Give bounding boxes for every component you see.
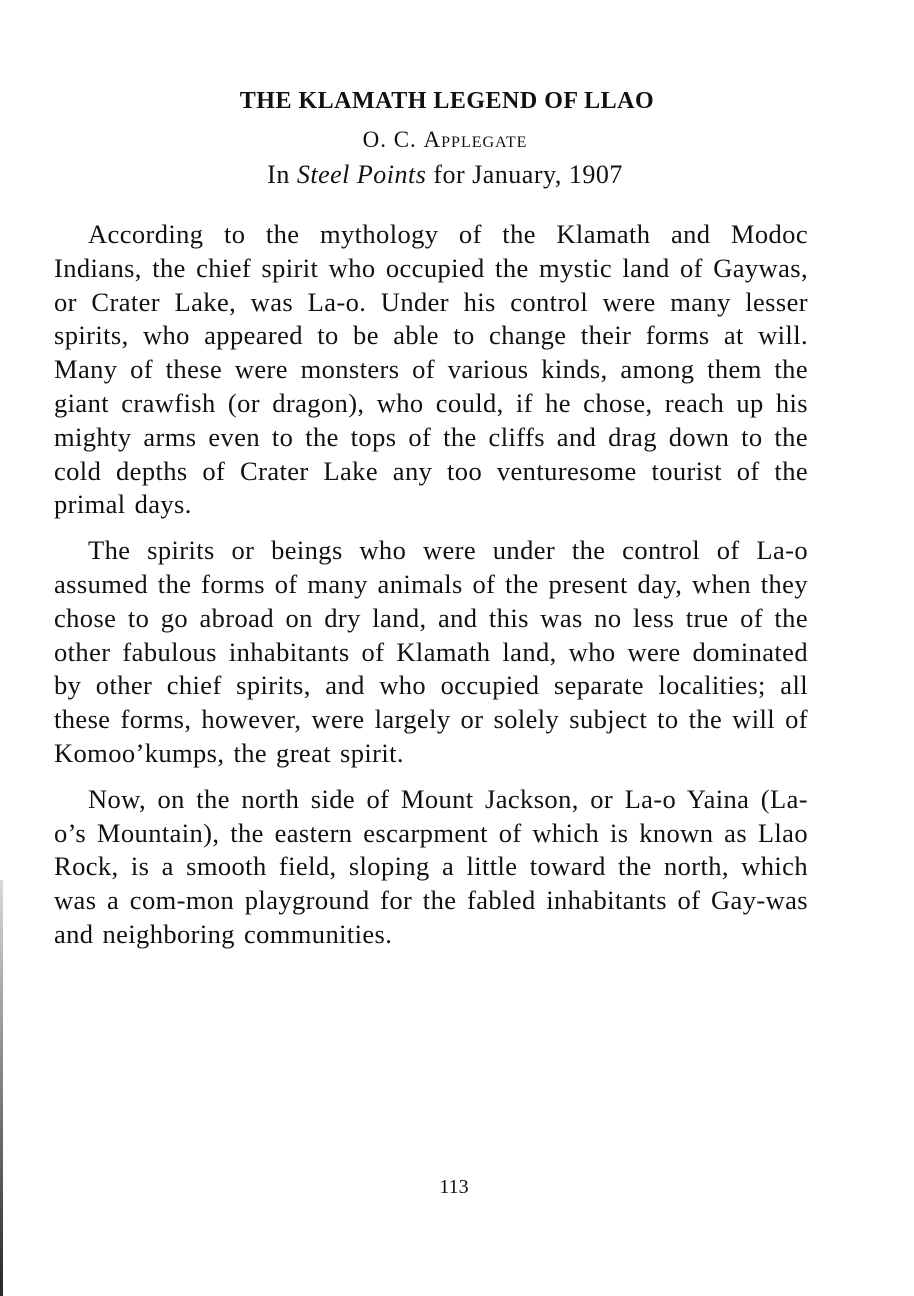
author-line: [0, 127, 902, 153]
author-surname: Applegate: [423, 127, 528, 152]
paragraph: According to the mythology of the Klamath and Modoc Indians, the chief spirit who occupied the mystic land of Gaywas, or Crater Lake, was La-o. Under his control were many lesser spirits, who appeared to be able to change their forms at will. Many of these were monsters of various kinds, among them the giant crawfish (or dragon), who could, if he chose, reach up his mighty arms even to the tops of the cliffs and drag down to the cold depths of Crater Lake any too venturesome tourist of the primal days.: [54, 219, 808, 520]
source-suffix: for January, 1907: [433, 160, 623, 189]
author-initials: O. C.: [362, 127, 417, 152]
source-line: [0, 160, 902, 190]
page-number: 113: [439, 1176, 469, 1198]
paragraph: Now, on the north side of Mount Jackson, or La-o Yaina (La-o’s Mountain), the eastern escarpment of which is known as Llao Rock, is a smooth field, sloping a little toward the north, which was a com-mon playground for the fabled inhabitants of Gay-was and neighboring communities.: [54, 783, 808, 949]
scan-edge-shadow: [0, 880, 3, 1296]
paragraph: The spirits or beings who were under the control of La-o assumed the forms of many animals of the present day, when they chose to go abroad on dry land, and this was no less true of the other fabulous inhabitants of Klamath land, who were dominated by other chief spirits, and who occupied separate localities; all these forms, however, were largely or solely subject to the will of Komoo’kumps, the great spirit.: [54, 535, 808, 768]
body-text: [54, 218, 808, 964]
source-publication: Steel Points: [296, 160, 427, 189]
source-prefix: In: [267, 160, 290, 189]
document-title: THE KLAMATH LEGEND OF LLAO: [239, 88, 655, 114]
